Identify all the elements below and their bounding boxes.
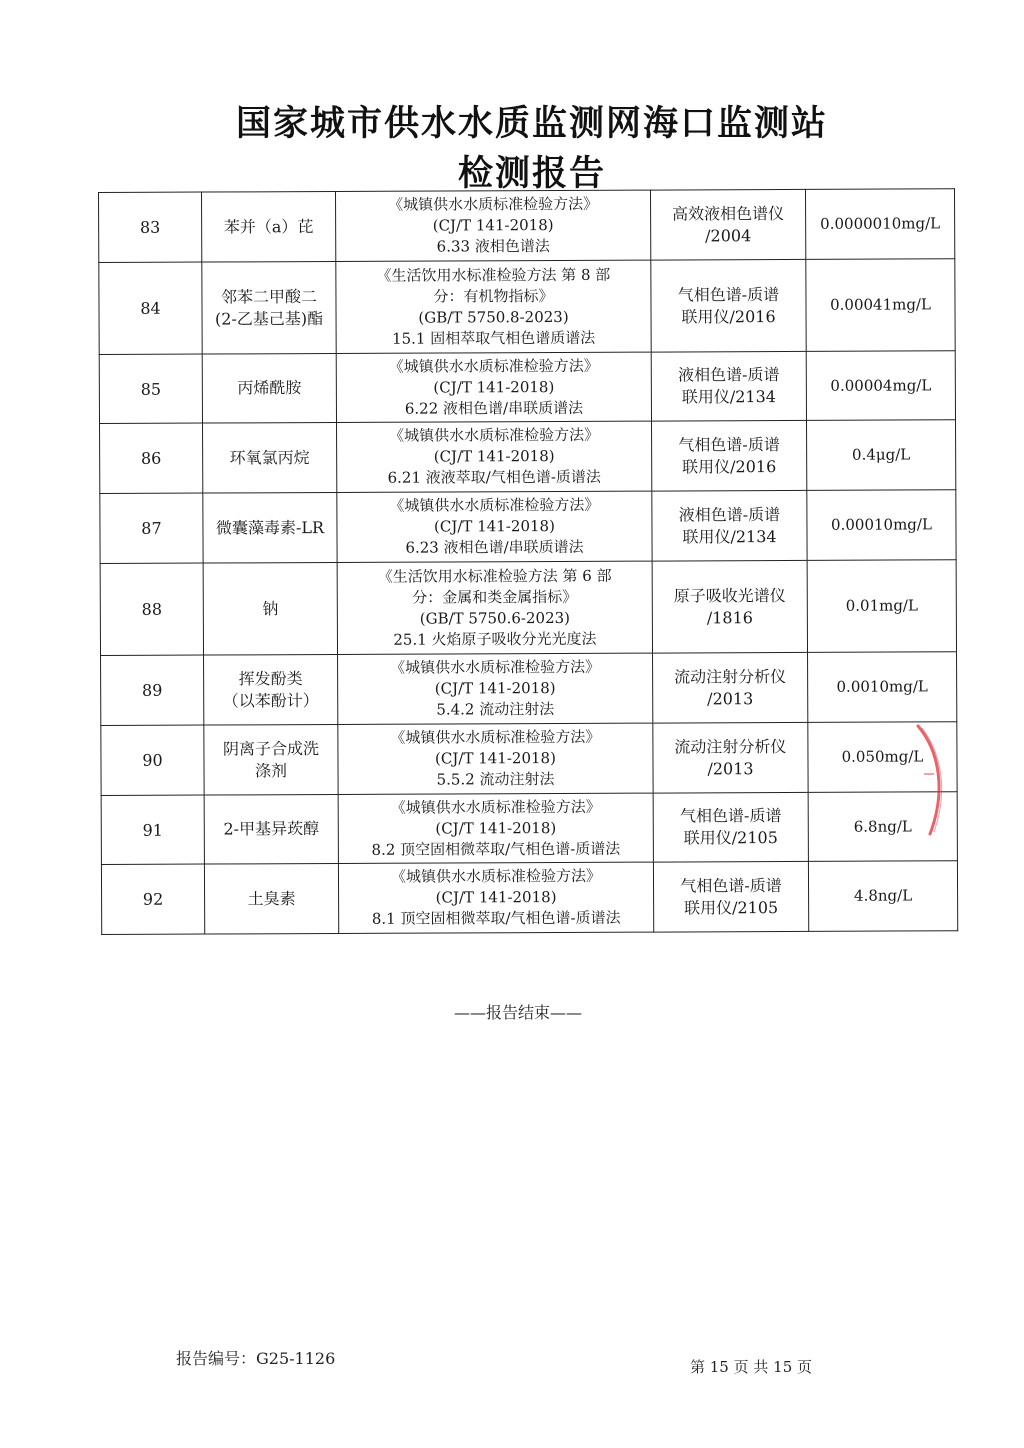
- detection-limit-cell: 0.01mg/L: [807, 560, 956, 653]
- test-method-line: 《生活饮用水标准检验方法 第 6 部: [377, 566, 612, 586]
- table-row: [99, 351, 955, 424]
- test-method-line: 《城镇供水水质标准检验方法》: [390, 727, 601, 747]
- row-number-cell: 90: [101, 725, 204, 795]
- report-title: 检测报告: [457, 154, 606, 194]
- test-method-line: 《城镇供水水质标准检验方法》: [388, 356, 599, 376]
- instrument-line: /2013: [707, 688, 754, 708]
- test-method-line: 6.21 液液萃取/气相色谱-质谱法: [387, 467, 601, 487]
- test-method-line: 《城镇供水水质标准检验方法》: [389, 495, 600, 515]
- table-row: [101, 722, 957, 796]
- row-number-cell: 83: [99, 192, 202, 262]
- instrument-line: 联用仪/2134: [682, 526, 777, 546]
- test-item-line: 阴离子合成洗: [222, 738, 319, 758]
- test-method-line: (GB/T 5750.6-2023): [419, 608, 571, 628]
- detection-limit-cell: 6.8ng/L: [808, 792, 957, 862]
- test-method-cell: [336, 352, 651, 422]
- test-item-line: 2-甲基异莰醇: [223, 819, 320, 839]
- table-row: [101, 652, 957, 726]
- report-number: 报告编号：G25-1126: [176, 1349, 336, 1368]
- instrument-cell: [653, 722, 808, 793]
- test-item-line: 邻苯二甲酸二: [220, 286, 317, 306]
- test-method-line: 《城镇供水水质标准检验方法》: [390, 657, 601, 677]
- test-method-line: (CJ/T 141-2018): [434, 679, 556, 698]
- table-row: [101, 792, 957, 865]
- instrument-line: 流动注射分析仪: [674, 736, 787, 756]
- detection-limit-cell: 0.050mg/L: [808, 722, 957, 793]
- test-method-line: 6.23 液相色谱/串联质谱法: [405, 537, 584, 557]
- instrument-line: 联用仪/2105: [684, 897, 779, 917]
- test-item-cell: [202, 353, 336, 423]
- test-item-cell: [202, 261, 336, 354]
- test-method-line: 《城镇供水水质标准检验方法》: [388, 194, 599, 214]
- test-method-line: 25.1 火焰原子吸收分光光度法: [393, 629, 597, 649]
- detection-limit-cell: 0.4μg/L: [807, 420, 956, 491]
- test-method-line: 《城镇供水水质标准检验方法》: [390, 797, 601, 817]
- report-org-title: 国家城市供水水质监测网海口监测站: [235, 104, 828, 144]
- test-method-cell: [338, 653, 653, 724]
- test-method-line: 15.1 固相萃取气相色谱质谱法: [392, 328, 596, 348]
- test-method-cell: [338, 862, 653, 933]
- instrument-line: /2013: [707, 758, 754, 778]
- test-method-line: (CJ/T 141-2018): [433, 377, 555, 397]
- test-method-cell: [338, 723, 653, 794]
- row-number-cell: 91: [101, 795, 204, 864]
- test-item-line: （以苯酚计）: [222, 690, 319, 710]
- instrument-line: 气相色谱-质谱: [677, 284, 780, 304]
- test-item-cell: [203, 562, 337, 655]
- row-number-cell: 86: [100, 423, 203, 493]
- test-item-cell: [204, 794, 338, 864]
- test-method-line: 5.4.2 流动注射法: [436, 700, 555, 719]
- instrument-line: /1816: [706, 607, 753, 627]
- test-method-line: 《城镇供水水质标准检验方法》: [389, 425, 600, 445]
- instrument-line: 原子吸收光谱仪: [673, 585, 786, 605]
- test-method-cell: [337, 491, 652, 562]
- detection-limit-cell: 4.8ng/L: [808, 861, 957, 932]
- test-item-line: 土臭素: [247, 888, 296, 908]
- detection-limit-cell: 0.00004mg/L: [806, 351, 955, 421]
- test-item-line: 挥发酚类: [238, 668, 303, 688]
- test-method-line: 5.5.2 流动注射法: [436, 770, 555, 789]
- test-item-cell: [204, 863, 338, 934]
- page-number: 第 15 页 共 15 页: [690, 1358, 813, 1376]
- detection-limit-cell: 0.00041mg/L: [806, 259, 955, 352]
- detection-limit-cell: 0.00010mg/L: [807, 490, 956, 561]
- test-item-cell: [204, 724, 338, 795]
- instrument-line: 液相色谱-质谱: [678, 504, 781, 524]
- instrument-cell: [652, 420, 807, 491]
- test-item-line: 丙烯酰胺: [237, 378, 302, 398]
- test-method-line: (CJ/T 141-2018): [432, 216, 554, 235]
- test-method-line: 8.1 顶空固相微萃取/气相色谱-质谱法: [371, 908, 621, 928]
- row-number-cell: 87: [100, 493, 203, 563]
- red-seal-stamp-fragment: [900, 722, 950, 842]
- test-item-cell: [202, 191, 336, 262]
- instrument-cell: [651, 351, 806, 421]
- detection-limit-cell: 0.0000010mg/L: [805, 189, 954, 260]
- table-row: [100, 560, 956, 656]
- instrument-cell: [650, 189, 805, 260]
- instrument-line: /2004: [705, 225, 752, 245]
- instrument-cell: [653, 792, 808, 862]
- test-method-cell: [336, 260, 651, 353]
- test-item-cell: [204, 654, 338, 725]
- instrument-cell: [651, 259, 806, 352]
- detection-limit-cell: 0.0010mg/L: [808, 652, 957, 723]
- instrument-line: 高效液相色谱仪: [672, 203, 785, 223]
- test-method-line: (CJ/T 141-2018): [433, 447, 555, 466]
- test-method-line: 6.22 液相色谱/串联质谱法: [404, 398, 584, 418]
- test-method-line: (CJ/T 141-2018): [435, 888, 557, 907]
- test-method-line: (CJ/T 141-2018): [434, 749, 556, 768]
- test-method-cell: [335, 190, 650, 261]
- test-method-line: 《城镇供水水质标准检验方法》: [390, 866, 602, 886]
- table-row: [99, 189, 955, 263]
- test-item-line: 环氧氯丙烷: [229, 447, 310, 467]
- instrument-line: 气相色谱-质谱: [679, 806, 782, 826]
- test-item-cell: [203, 422, 337, 493]
- test-item-line: 苯并（a）芘: [223, 216, 314, 236]
- test-method-line: 分：金属和类金属指标》: [412, 587, 578, 607]
- instrument-line: 流动注射分析仪: [674, 666, 787, 686]
- instrument-line: 液相色谱-质谱: [678, 365, 780, 385]
- instrument-line: 联用仪/2105: [683, 828, 778, 848]
- instrument-line: 联用仪/2134: [681, 387, 777, 407]
- test-method-line: (GB/T 5750.8-2023): [418, 307, 569, 327]
- test-method-line: 6.33 液相色谱法: [436, 237, 550, 256]
- table-row: [99, 259, 955, 355]
- instrument-line: 联用仪/2016: [682, 456, 777, 476]
- test-item-cell: [203, 492, 337, 563]
- row-number-cell: 92: [101, 864, 204, 934]
- table-row: [100, 420, 956, 494]
- instrument-cell: [653, 652, 808, 723]
- instrument-line: 联用仪/2016: [681, 306, 776, 326]
- row-number-cell: 84: [99, 262, 202, 354]
- test-method-line: (CJ/T 141-2018): [435, 818, 557, 838]
- test-item-line: 涤剂: [254, 760, 288, 780]
- test-method-cell: [337, 561, 652, 654]
- instrument-cell: [652, 490, 807, 561]
- instrument-cell: [653, 861, 808, 932]
- test-method-cell: [338, 793, 653, 863]
- row-number-cell: 85: [99, 354, 202, 423]
- table-row: [100, 490, 956, 564]
- instrument-cell: [652, 560, 807, 653]
- test-method-line: 《生活饮用水标准检验方法 第 8 部: [376, 265, 611, 285]
- test-item-line: (2-乙基己基)酯: [214, 308, 324, 328]
- test-item-line: 微囊藻毒素-LR: [215, 517, 325, 537]
- test-item-line: 钠: [262, 598, 279, 618]
- test-method-line: 8.2 顶空固相微萃取/气相色谱-质谱法: [371, 839, 621, 859]
- test-method-cell: [337, 421, 652, 492]
- instrument-line: 气相色谱-质谱: [680, 875, 782, 895]
- test-method-line: (CJ/T 141-2018): [433, 517, 555, 536]
- instrument-line: 气相色谱-质谱: [678, 434, 780, 454]
- results-table: [98, 188, 958, 935]
- test-method-line: 分：有机物指标》: [433, 286, 554, 306]
- row-number-cell: 88: [100, 563, 203, 655]
- report-end-mark: ——报告结束——: [453, 1003, 582, 1022]
- row-number-cell: 89: [101, 655, 204, 725]
- table-row: [101, 861, 957, 935]
